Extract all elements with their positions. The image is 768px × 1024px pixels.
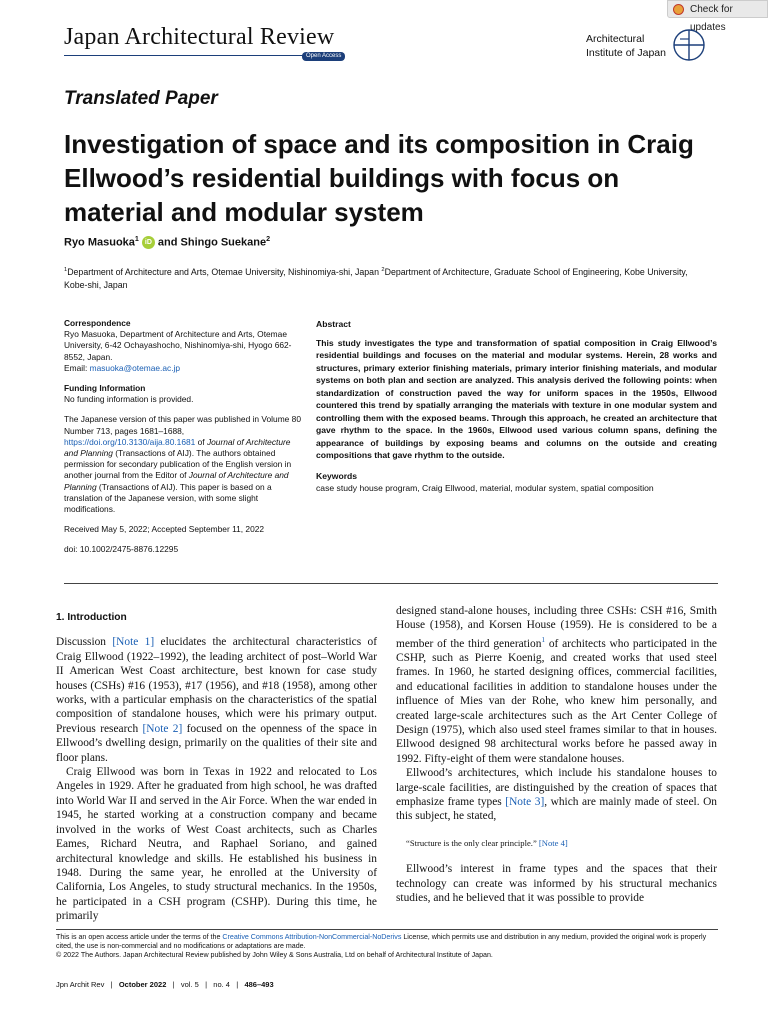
jp-note-c: (Transactions of AIJ). The authors obtained permission for secondary publication of the English version in another journal from the Editor of (64, 448, 292, 481)
affil-1: Department of Architecture and Arts, Otemae University, Nishinomiya-shi, Japan (67, 266, 382, 277)
abstract-heading: Abstract (316, 319, 351, 329)
page-range: 486–493 (244, 980, 274, 989)
body-column-1 (56, 611, 377, 924)
footer-sep-2: | (172, 980, 175, 989)
abstract-text: This study investigates the type and transformation of spatial composition in Craig Ellwood’s residential buildings and focuses on the material and modular systems. Herein, 28 works and structures, primary exterior finishing materials, primary interior finishing materials, and modular systems on both plan and section are analyzed. This analysis derived the following points: when standardization of construction paved the way for uniform spaces in the 1950s, Ellwood countered this trend by spatially arranging the materials with texture in one modular system and controlling them with the exposed beams. Through this approach, he created an architecture that gave rhythm to the space. In the 1960s, Ellwood used various column spans, defining the appearance of buildings by exposing beams and columns on the outside and creating compositions that gave rhythm to the outside. (316, 337, 717, 460)
issue-number: no. 4 (213, 980, 230, 989)
jp-note-a: The Japanese version of this paper was published in Volume 80 Number 713, pages 1681–1688, (64, 414, 301, 436)
email-link[interactable]: masuoka@otemae.ac.jp (89, 362, 181, 373)
author-list (64, 235, 270, 249)
quote-text: “Structure is the only clear principle.” (406, 837, 539, 848)
publisher-line-2: Institute of Japan (586, 47, 666, 59)
open-access-badge: Open Access (302, 52, 345, 61)
journal-name: Japan Architectural Review (64, 24, 335, 50)
footer-divider (56, 929, 718, 930)
publisher-name (586, 32, 666, 60)
correspondence-text: Ryo Masuoka, Department of Architecture and Arts, Otemae University, 6-42 Ochayashocho, Nishinomiya-shi, Hyogo 662-8552, Japan. (64, 329, 292, 362)
article-title: Investigation of space and its composition in Craig Ellwood’s residential buildings with focus on material and modular system (64, 129, 694, 227)
paragraph-1 (56, 635, 377, 765)
license-footnote (56, 933, 718, 961)
license-a: This is an open access article under the terms of the (56, 933, 223, 941)
paragraph-5: Ellwood’s interest in frame types and the spaces that their technology can create was informed by his structural mechanics studies, and he believed that it was possible to provide (396, 863, 717, 905)
paper-type: Translated Paper (64, 88, 218, 109)
jp-journal: Journal of Architecture and Planning (64, 436, 291, 459)
author-2-affil-sup: 2 (266, 235, 271, 243)
page-footer (56, 980, 274, 989)
paragraph-3 (396, 604, 717, 766)
body-column-2 (396, 604, 717, 906)
license-b: License, which permits use and distribution in any medium, provided the original work is properly cited, the use is non-commercial and no modifications or adaptations are made. (56, 933, 707, 951)
crossmark-icon (673, 4, 684, 15)
funding-heading: Funding Information (64, 383, 146, 394)
affil-2-sup: 2 (381, 267, 385, 273)
affiliations (64, 264, 704, 292)
note-3-link[interactable]: [Note 3] (505, 796, 545, 809)
volume: vol. 5 (180, 980, 199, 989)
footer-sep-4: | (236, 980, 239, 989)
p1-b: elucidates the architectural characteristics of Craig Ellwood (1922–1992), the leading architect of post–World War II American West Coast architecture, best known for case study houses (CSHs) #16 (1953), #17 (1956), and #18 (1958), among other works, with a particular emphasis on the characteristics of the spatial composition of standalone houses, which were his primary output. Previous research (56, 636, 377, 735)
note-4-link[interactable]: [Note 4] (538, 837, 568, 848)
abstract-block (316, 318, 717, 495)
paragraph-2: Craig Ellwood was born in Texas in 1922 and relocated to Los Angeles in 1929. After he graduated from high school, he was drafted into World War II and served in the Air Force. When the war ended in 1945, he started working at a construction company and became involved in the works of West Coast architects, such as Charles Eames, Richard Neutra, and Raphael Soriano, and gained architectural knowledge and skills. He established his business in 1948. During the same year, he enrolled at the University of California, Los Angeles, to study structural mechanics. In the 1950s, he participated in a CSH program (CSHP). During this time, he primarily (56, 766, 377, 923)
author-1: Ryo Masuoka (64, 236, 135, 249)
p4-a: Ellwood’s architectures, which include his standalone houses to large-scale facilities, are distinguished by the creation of spaces that emphasize frame types (396, 767, 717, 809)
note-1-link[interactable]: [Note 1] (112, 636, 155, 649)
japanese-version-note (64, 414, 304, 515)
jp-doi-link[interactable]: https://doi.org/10.3130/aija.80.1681 (64, 436, 196, 447)
issue-date: October 2022 (118, 980, 167, 989)
received-dates: Received May 5, 2022; Accepted September 11, 2022 (64, 524, 265, 535)
orcid-icon[interactable]: iD (142, 236, 155, 249)
check-for-updates-button[interactable] (667, 0, 768, 33)
keywords-heading: Keywords (316, 470, 358, 481)
p1-c: focused on the openness of the space in Ellwood’s dwelling design, primarily on the qualities of their site and floor plans. (56, 722, 377, 764)
block-quote (406, 836, 717, 850)
divider (64, 583, 718, 584)
footnote-1-link[interactable]: 1 (541, 634, 546, 644)
affil-1-sup: 1 (64, 267, 68, 273)
article-doi: doi: 10.1002/2475-8876.12295 (64, 544, 179, 555)
publisher-line-1: Architectural (586, 33, 645, 45)
p3-b: of architects who participated in the CSHP, such as Pierre Koenig, and created works that used steel frames. In 1960, he started designing offices, commercial facilities, and educational facilities in addition to standalone houses under the influence of Mies van der Rohe, who knew him personally, and created large-scale architectures such as the Art Center College of Design (1975), which also used steel frames similar to that in houses. Ellwood designed 98 architectural works before he passed away in 1992. Fifty-eight of them were standalone houses. (396, 637, 717, 765)
p3-a: designed stand-alone houses, including three CSHs: CSH #16, Smith House (1958), and Korsen House (1959). He is considered to be a member of the third generation (396, 605, 717, 650)
paragraph-4 (396, 766, 717, 824)
cc-license-link[interactable]: Creative Commons Attribution-NonCommercial-NoDerivs (222, 933, 402, 941)
email-label: Email: (64, 362, 90, 373)
copyright: © 2022 The Authors. Japan Architectural Review published by John Wiley & Sons Australia, Ltd on behalf of Architectural Institute of Japan. (56, 951, 493, 960)
section-heading: 1. Introduction (56, 612, 127, 623)
footer-sep-1: | (110, 980, 113, 989)
p4-b: , which are mainly made of steel. On this subject, he stated, (396, 796, 717, 823)
funding-text: No funding information is provided. (64, 394, 194, 405)
jp-note-b: of (195, 436, 207, 447)
author-1-affil-sup: 1 (134, 235, 139, 243)
journal-abbrev: Jpn Archit Rev (56, 980, 105, 989)
footer-sep-3: | (205, 980, 208, 989)
article-info-sidebar (64, 318, 304, 565)
keywords-text: case study house program, Craig Ellwood, material, modular system, spatial composition (316, 483, 654, 493)
affil-2: Department of Architecture, Graduate School of Engineering, Kobe University, Kobe-shi, Japan (64, 266, 688, 290)
note-2-link[interactable]: [Note 2] (142, 722, 183, 735)
p1-a: Discussion (56, 636, 113, 649)
jp-note-d: (Transactions of AIJ). This paper is based on a translation of the Japanese version, with some slight modifications. (64, 481, 272, 515)
author-2: and Shingo Suekane (157, 236, 267, 249)
check-for-updates-label: Check for updates (690, 4, 733, 33)
jp-journal-2: Journal of Architecture and Planning (64, 470, 289, 492)
aij-logo-icon (672, 28, 706, 62)
correspondence-heading: Correspondence (64, 318, 131, 328)
